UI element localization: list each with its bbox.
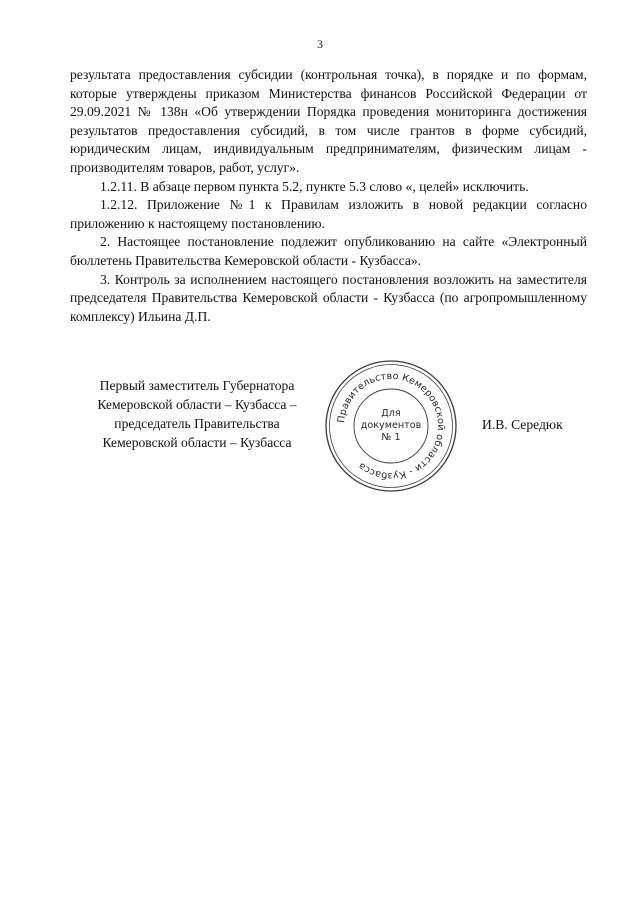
paragraph-2: 2. Настоящее постановление подлежит опубликованию на сайте «Электронный бюллетень Правительства Кемеровской области - Кузбасса». — [70, 234, 587, 268]
signer-position-line: Первый заместитель Губернатора — [99, 378, 295, 393]
page-number: 3 — [317, 37, 323, 51]
stamp-center-line: документов — [360, 420, 422, 431]
signer-position-line: председатель Правительства — [114, 416, 280, 431]
paragraph-3: 3. Контроль за исполнением настоящего постановления возложить на заместителя председателя Правительства Кемеровской области - Кузбасса (по агропромышленному комплексу) Ильина Д.П. — [70, 271, 587, 324]
stamp-graphic — [323, 358, 459, 494]
signer-position — [66, 376, 328, 452]
signer-position-line: Кемеровской области – Кузбасса – — [97, 397, 297, 412]
signer-name: И.В. Середюк — [482, 417, 563, 432]
official-stamp — [323, 358, 459, 494]
paragraph-1-2-12: 1.2.12. Приложение №1 к Правилам изложить в новой редакции согласно приложению к настоящему постановлению. — [70, 197, 587, 231]
signer-position-line: Кемеровской области – Кузбасса — [102, 435, 292, 450]
document-body — [70, 66, 587, 326]
paragraph-1-2-11: 1.2.11. В абзаце первом пункта 5.2, пункте 5.3 слово «, целей» исключить. — [100, 178, 529, 194]
stamp-ring-text: Правительство Кемеровской области - Кузбасса — [336, 370, 447, 482]
stamp-center-line: Для — [381, 408, 401, 419]
paragraph-continuation: результата предоставления субсидии (контрольная точка), в порядке и по формам, которые утверждены приказом Министерства финансов Российской Федерации от 29.09.2021 № 138н «Об утверждении Порядка проведения мониторинга достижения результатов предоставления субсидий, в том числе грантов в форме субсидий, юридическим лицам, индивидуальным предпринимателям, физическим лицам - производителям товаров, работ, услуг». — [70, 67, 587, 175]
stamp-center-line: № 1 — [381, 432, 401, 443]
